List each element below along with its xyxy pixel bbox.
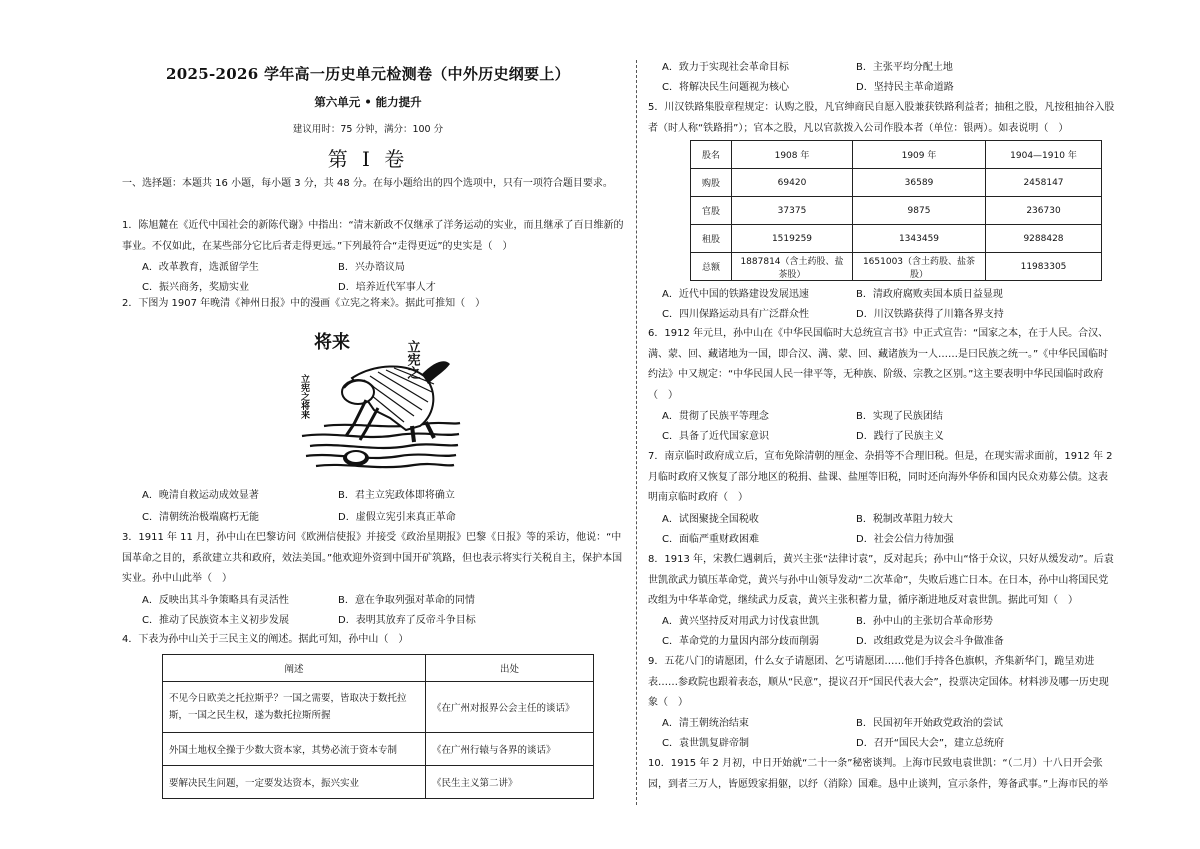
q1-option-c[interactable]: C．振兴商务，奖励实业 — [142, 282, 249, 293]
q5-table-cell: 9288428 — [986, 225, 1102, 253]
volume-heading: 第 I 卷 — [327, 147, 409, 171]
q8-stem: 8．1913 年，宋教仁遇刺后，黄兴主张“法律讨袁”，反对起兵；孙中山“恪于众议，只好从缓发动”。后袁世凯欲武力镇压革命党，黄兴与孙中山领导发动“二次革命”，失败后逃亡日本。在日本，孙中山将国民党改组为中华革命党，继续武力反袁，黄兴主张积蓄力量，循序渐进地反对袁世凯。据此可知（ ） — [648, 554, 1114, 606]
q5-table-cell: 购股 — [691, 169, 732, 197]
q2-stem: 2．下图为 1907 年晚清《神州日报》中的漫画《立宪之将来》。据此可推知（ ） — [122, 298, 486, 309]
q7-stem: 7．南京临时政府成立后，宣布免除清朝的厘金、杂捐等不合理旧税。但是，在现实需求面前，1912 年 2 月临时政府又恢复了部分地区的税捐、盐课、盐厘等旧税，同时还向海外华侨和国内民众劝募公债。这表明南京临时政府（ ） — [648, 451, 1113, 503]
q9-option-b[interactable]: B．民国初年开始政党政治的尝试 — [856, 718, 1003, 729]
q6-option-c[interactable]: C．具备了近代国家意识 — [662, 431, 769, 442]
q4-option-b[interactable]: B．主张平均分配土地 — [856, 62, 953, 73]
q3-option-a[interactable]: A．反映出其斗争策略具有灵活性 — [142, 595, 289, 606]
q5-table-cell: 9875 — [853, 197, 986, 225]
q5-table-cell: 37375 — [732, 197, 853, 225]
q9-option-a[interactable]: A．清王朝统治结束 — [662, 718, 749, 729]
q5-table-cell: 1343459 — [853, 225, 986, 253]
q4-table-cell: 不见今日欧美之托拉斯乎？一国之需要，皆取决于数托拉斯，一国之民生权，遂为数托拉斯所握 — [163, 682, 426, 733]
q4-table-cell: 《在广州对报界公会主任的谈话》 — [426, 682, 594, 733]
q4-stem: 4．下表为孙中山关于三民主义的阐述。据此可知，孙中山（ ） — [122, 634, 409, 645]
q10-stem: 10．1915 年 2 月初，中日开始就“二十一条”秘密谈判。上海市民致电袁世凯：“（二月）十八日开会张园，到者三万人，皆愿毁家捐躯，以纾（消除）国难。恳中止谈判，宣示条件，筹备武事。”上海市民的举 — [648, 758, 1109, 790]
q6-option-a[interactable]: A．贯彻了民族平等理念 — [662, 411, 769, 422]
q6-stem: 6．1912 年元旦，孙中山在《中华民国临时大总统宣言书》中正式宣告：“国家之本，在于人民。合汉、满、蒙、回、藏诸地为一国，即合汉、满、蒙、回、藏诸族为一人……是曰民族之统一。”《中华民国临时约法》中又规定：“中华民国人民一律平等，无种族、阶级、宗教之区别。”这主要表明中华民国临时政府（ ） — [648, 328, 1109, 401]
q4-table — [162, 654, 594, 799]
q8-option-b[interactable]: B．孙中山的主张切合革命形势 — [856, 616, 993, 627]
cartoon-signature-text: 立宪之将来 — [299, 374, 309, 419]
q5-option-c[interactable]: C．四川保路运动具有广泛群众性 — [662, 309, 809, 320]
cartoon-title-text: 将来 — [314, 332, 350, 353]
q2-option-d[interactable]: D．虚假立宪引来真正革命 — [338, 512, 456, 523]
q5-table-cell: 1651003（含土药股、盐茶股） — [853, 253, 986, 281]
q3-option-d[interactable]: D．表明其放弃了反帝斗争目标 — [338, 615, 476, 626]
q6-option-b[interactable]: B．实现了民族团结 — [856, 411, 943, 422]
q5-option-a[interactable]: A．近代中国的铁路建设发展迅速 — [662, 289, 809, 300]
q4-option-a[interactable]: A．致力于实现社会革命目标 — [662, 62, 789, 73]
q1-option-b[interactable]: B．兴办谘议局 — [338, 262, 405, 273]
cartoon-subtitle-text: 立宪之 — [404, 340, 420, 379]
q4-table-cell: 《民生主义第二讲》 — [426, 766, 594, 799]
q5-table-header: 1909 年 — [853, 141, 986, 169]
q7-option-a[interactable]: A．试图聚拢全国税收 — [662, 514, 759, 525]
q2-option-b[interactable]: B．君主立宪政体即将确立 — [338, 490, 455, 501]
q5-table-cell: 1519259 — [732, 225, 853, 253]
q5-table-header: 1904—1910 年 — [986, 141, 1102, 169]
q4-table-cell: 《在广州行辕与各界的谈话》 — [426, 733, 594, 766]
q3-stem: 3．1911 年 11 月，孙中山在巴黎访问《欧洲信使报》并接受《政治星期报》巴黎《日报》等的采访，他说：“中国革命之目的，系欲建立共和政府，效法美国。”他欢迎外资到中国开矿筑路，但也表示将实行关税自主，保护本国实业。孙中山此举（ ） — [122, 532, 623, 584]
q5-table-cell: 36589 — [853, 169, 986, 197]
q4-option-c[interactable]: C．将解决民生问题视为核心 — [662, 82, 789, 93]
q4-table-header: 出处 — [426, 655, 594, 682]
time-info: 建议用时：75 分钟，满分：100 分 — [292, 124, 444, 135]
q5-table-cell: 官股 — [691, 197, 732, 225]
q8-option-c[interactable]: C．革命党的力量因内部分歧而削弱 — [662, 636, 819, 647]
q1-option-d[interactable]: D．培养近代军事人才 — [338, 282, 436, 293]
q9-option-d[interactable]: D．召开“国民大会”，建立总统府 — [856, 738, 1005, 749]
exam-title: 2025-2026 学年高一历史单元检测卷（中外历史纲要上） — [166, 65, 570, 83]
q4-table-cell: 外国土地权全操于少数大资本家，其势必流于资本专制 — [163, 733, 426, 766]
cartoon-image — [294, 318, 462, 476]
q4-table-header: 阐述 — [163, 655, 426, 682]
instructions: 一、选择题：本题共 16 小题，每小题 3 分，共 48 分。在每小题给出的四个选项中，只有一项符合题目要求。 — [122, 178, 613, 189]
q5-option-b[interactable]: B．清政府腐败卖国本质日益显现 — [856, 289, 1003, 300]
q4-option-d[interactable]: D．坚持民主革命道路 — [856, 82, 954, 93]
q3-option-b[interactable]: B．意在争取列强对革命的同情 — [338, 595, 475, 606]
q2-option-a[interactable]: A．晚清自救运动成效显著 — [142, 490, 259, 501]
q5-table-cell: 11983305 — [986, 253, 1102, 281]
q5-option-d[interactable]: D．川汉铁路获得了川籍各界支持 — [856, 309, 1004, 320]
q7-option-d[interactable]: D．社会公信力待加强 — [856, 534, 954, 545]
q5-table-cell: 1887814（含土药股、盐茶股） — [732, 253, 853, 281]
q5-table-header: 股名 — [691, 141, 732, 169]
q7-option-b[interactable]: B．税制改革阻力较大 — [856, 514, 953, 525]
column-divider — [636, 60, 637, 805]
q7-option-c[interactable]: C．面临严重财政困难 — [662, 534, 759, 545]
q5-table-cell: 租股 — [691, 225, 732, 253]
q8-option-d[interactable]: D．改组政党是为议会斗争做准备 — [856, 636, 1004, 647]
q8-option-a[interactable]: A．黄兴坚持反对用武力讨伐袁世凯 — [662, 616, 819, 627]
q2-option-c[interactable]: C．清朝统治极端腐朽无能 — [142, 512, 259, 523]
q3-option-c[interactable]: C．推动了民族资本主义初步发展 — [142, 615, 289, 626]
q4-table-cell: 要解决民生问题，一定要发达资本，振兴实业 — [163, 766, 426, 799]
q9-option-c[interactable]: C．袁世凯复辟帝制 — [662, 738, 749, 749]
q5-table — [690, 140, 1102, 281]
q1-stem: 1．陈旭麓在《近代中国社会的新陈代谢》中指出：“清末新政不仅继承了洋务运动的实业，而且继承了百日维新的事业。不仅如此，在某些部分它比后者走得更远。”下列最符合“走得更远”的史实是（ ） — [122, 220, 624, 252]
q5-stem: 5．川汉铁路集股章程规定：认购之股，凡官绅商民自愿入股兼获铁路利益者；抽租之股，凡按租抽谷入股者（时人称“铁路捐”）；官本之股，凡以官款拨入公司作股本者（单位：银两）。如表说明（ ） — [648, 102, 1115, 134]
q5-table-cell: 2458147 — [986, 169, 1102, 197]
q5-table-cell: 236730 — [986, 197, 1102, 225]
q5-table-cell: 69420 — [732, 169, 853, 197]
q9-stem: 9．五花八门的请愿团，什么女子请愿团、乞丐请愿团……他们手持各色旗帜，齐集新华门，跪呈劝进表……参政院也跟着表态，顺从“民意”，提议召开“国民代表大会”，投票决定国体。材料涉及哪一历史现象（ ） — [648, 656, 1109, 708]
unit-title: 第六单元 • 能力提升 — [314, 95, 422, 109]
q5-table-header: 1908 年 — [732, 141, 853, 169]
q6-option-d[interactable]: D．践行了民族主义 — [856, 431, 944, 442]
q1-option-a[interactable]: A．改革教育，选派留学生 — [142, 262, 259, 273]
q5-table-cell: 总额 — [691, 253, 732, 281]
